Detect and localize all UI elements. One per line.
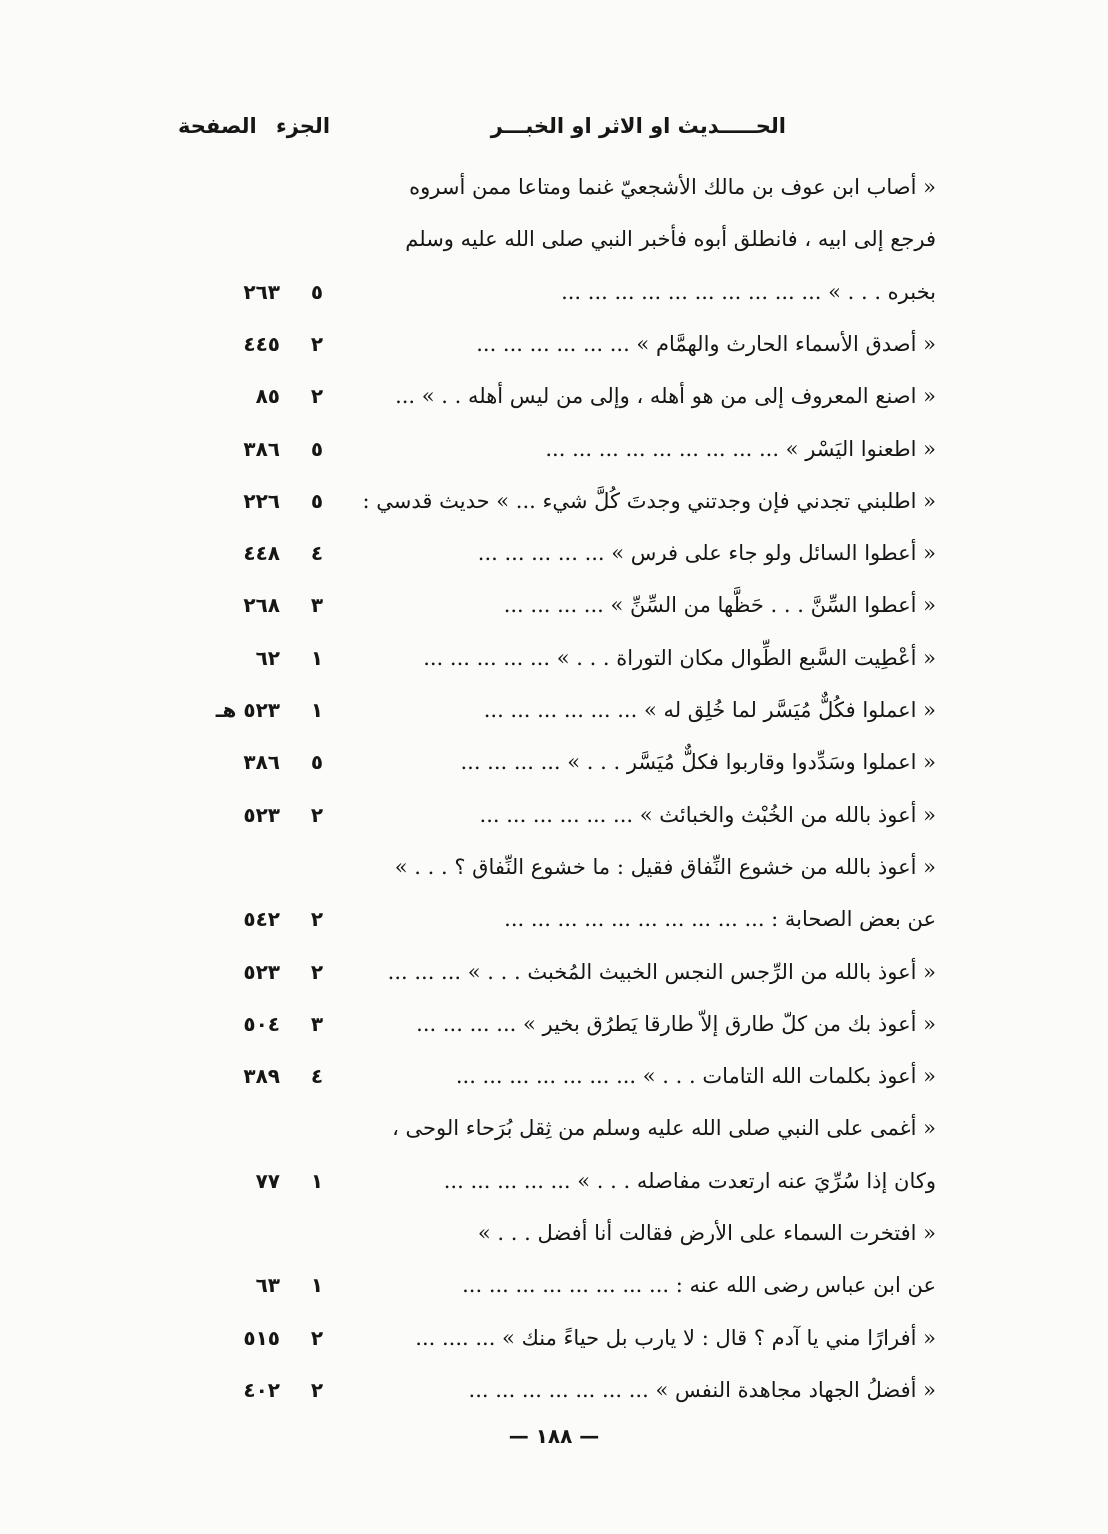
entry-volume: ٣ [310, 1011, 324, 1036]
index-entry [0, 685, 1108, 735]
index-entry [0, 737, 1108, 787]
entry-volume: ٢ [310, 959, 324, 984]
entry-page: ٢٦٣ [243, 279, 280, 304]
entry-volume: ٥ [310, 279, 324, 304]
entry-text: « أفرارًا مني يا آدم ؟ قال : لا يارب بل حياءً منك » ... .... ... [415, 1325, 936, 1350]
index-entry [0, 842, 1108, 892]
index-entry [0, 1156, 1108, 1206]
entry-page: ٥٤٢ [243, 907, 280, 932]
entry-text: « اطعنوا اليَسْر » ... ... ... ... ... ... ... ... ... [545, 436, 936, 461]
entry-page: ٣٨٩ [243, 1064, 280, 1089]
entry-page: ٥٠٤ [243, 1011, 280, 1036]
entry-volume: ٢ [310, 802, 324, 827]
entry-text: « أعطوا السِّنَّ . . . حَظَّها من السِّنِّ » ... ... ... ... [503, 593, 936, 618]
entry-text: « أغمى على النبي صلى الله عليه وسلم من ثِقل بُرَحاء الوحى ، [392, 1116, 936, 1141]
entry-volume: ٤ [310, 1064, 324, 1089]
entry-page: ٥٢٣ [243, 802, 280, 827]
entry-text: « أعوذ بالله من الرِّجس النجس الخبيث المُخبث . . . » ... ... ... [387, 959, 936, 984]
entry-text: فرجع إلى ابيه ، فانطلق أبوه فأخبر النبي صلى الله عليه وسلم [405, 227, 936, 252]
entry-volume: ٢ [310, 384, 324, 409]
entry-volume: ٤ [310, 541, 324, 566]
entry-volume: ٢ [310, 1377, 324, 1402]
entry-page: ٢٢٦ [243, 488, 280, 513]
index-entry [0, 580, 1108, 630]
index-entry [0, 319, 1108, 369]
entry-volume: ٢ [310, 331, 324, 356]
index-entry [0, 162, 1108, 212]
column-header-volume: الجزء [276, 114, 331, 138]
index-entry [0, 1051, 1108, 1101]
index-entry [0, 267, 1108, 317]
entry-text: عن ابن عباس رضى الله عنه : ... ... ... ... ... ... ... ... [462, 1273, 936, 1298]
column-header-page: الصفحة [178, 114, 257, 138]
entry-page: ٨٥ [255, 384, 280, 409]
entry-volume: ١ [310, 1273, 324, 1298]
entry-text: « افتخرت السماء على الأرض فقالت أنا أفضل . . . » [477, 1221, 936, 1245]
entry-text: « اعملوا فكُلٌّ مُيَسَّر لما خُلِق له » ... ... ... ... ... ... [483, 698, 936, 722]
entry-volume: ١ [310, 698, 324, 722]
entry-page: ٣٨٦ [243, 436, 280, 461]
index-entry [0, 1313, 1108, 1363]
entry-text: « اصنع المعروف إلى من هو أهله ، وإلى من ليس أهله . . » ... [395, 384, 936, 409]
index-entry [0, 1365, 1108, 1415]
index-entry [0, 424, 1108, 474]
entry-text: « اعملوا وسَدِّدوا وقاربوا فكلٌّ مُيَسَّر . . . » ... ... ... ... [460, 750, 936, 775]
entry-volume: ١ [310, 1168, 324, 1193]
entry-page: ٦٢ [255, 645, 280, 670]
index-entry [0, 999, 1108, 1049]
column-header-hadith: الحـــــديث او الاثر او الخبـــر [490, 114, 786, 138]
index-entry [0, 528, 1108, 578]
index-entry [0, 371, 1108, 421]
entry-page: ٥٢٣ هـ [215, 698, 280, 722]
entry-text: « أعطوا السائل ولو جاء على فرس » ... ... ... ... ... [477, 541, 936, 566]
entry-text: « أعوذ بك من كلّ طارق إلاّ طارقا يَطرُق بخير » ... ... ... ... [416, 1011, 936, 1036]
entry-text: « أعوذ بالله من خشوع النِّفاق فقيل : ما خشوع النِّفاق ؟ . . . » [394, 854, 936, 879]
index-entry [0, 790, 1108, 840]
entry-text: وكان إذا سُرِّيَ عنه ارتعدت مفاصله . . . » ... ... ... ... ... [443, 1168, 936, 1193]
entry-page: ٣٨٦ [243, 750, 280, 775]
entry-volume: ٥ [310, 750, 324, 775]
index-entry [0, 1208, 1108, 1258]
index-entry [0, 633, 1108, 683]
entry-page: ٦٣ [255, 1273, 280, 1298]
entry-volume: ٣ [310, 593, 324, 618]
entry-page: ٥١٥ [243, 1325, 280, 1350]
entry-text: « اطلبني تجدني فإن وجدتني وجدتَ كُلَّ شيء ... » حديث قدسي : [362, 488, 936, 513]
entry-page: ٤٤٥ [243, 331, 280, 356]
entry-text: بخبره . . . » ... ... ... ... ... ... ... ... ... ... [561, 279, 936, 304]
entry-text: « أصاب ابن عوف بن مالك الأشجعيّ غنما ومتاعا ممن أسروه [409, 175, 936, 199]
entry-page: ٧٧ [255, 1168, 280, 1193]
index-entry [0, 1103, 1108, 1153]
entry-volume: ٢ [310, 1325, 324, 1350]
index-entry [0, 1260, 1108, 1310]
entry-volume: ٥ [310, 436, 324, 461]
entry-page: ٥٢٣ [243, 959, 280, 984]
entry-volume: ٢ [310, 907, 324, 932]
entry-volume: ٥ [310, 488, 324, 513]
entry-volume: ١ [310, 645, 324, 670]
index-entry [0, 947, 1108, 997]
entry-text: « أفضلُ الجهاد مجاهدة النفس » ... ... ... ... ... ... ... [468, 1377, 936, 1402]
entry-text: « أعوذ بكلمات الله التامات . . . » ... ... ... ... ... ... ... [455, 1064, 936, 1089]
index-entry [0, 476, 1108, 526]
entry-text: « أعْطِيت السَّبع الطِّوال مكان التوراة . . . » ... ... ... ... ... [423, 645, 936, 670]
entry-text: « أعوذ بالله من الخُبْث والخبائث » ... ... ... ... ... ... [479, 802, 936, 827]
page-number: — ١٨٨ — [508, 1424, 600, 1448]
index-entry [0, 894, 1108, 944]
index-entry [0, 214, 1108, 264]
entry-page: ٤٤٨ [243, 541, 280, 566]
entry-page: ٢٦٨ [243, 593, 280, 618]
entry-text: عن بعض الصحابة : ... ... ... ... ... ... ... ... ... ... [504, 907, 936, 932]
entry-text: « أصدق الأسماء الحارث والهمَّام » ... ... ... ... ... ... [476, 331, 936, 356]
entry-page: ٤٠٢ [243, 1377, 280, 1402]
